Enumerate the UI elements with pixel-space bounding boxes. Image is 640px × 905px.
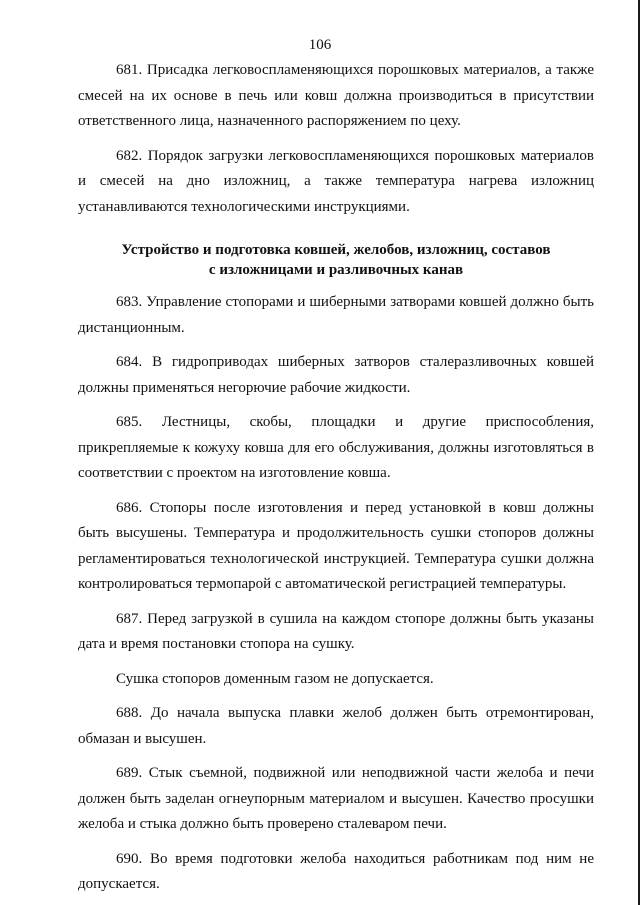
- paragraph-689: 689. Стык съемной, подвижной или неподвижной части желоба и печи должен быть заделан огнеупорным материалом и высушен. Качество просушки желоба и стыка должно быть проверено сталеваром печи.: [78, 765, 594, 832]
- section-heading: [78, 240, 594, 280]
- page-content: [78, 58, 594, 898]
- paragraph-690: 690. Во время подготовки желоба находиться работникам под ним не допускается.: [78, 850, 594, 892]
- paragraph-688: 688. До начала выпуска плавки желоб должен быть отремонтирован, обмазан и высушен.: [78, 705, 594, 747]
- paragraph-681: 681. Присадка легковоспламеняющихся порошковых материалов, а также смесей на их основе в печь или ковш должна производиться в присутствии ответственного лица, назначенного распоряжением по цеху.: [78, 62, 594, 129]
- paragraph-687: 687. Перед загрузкой в сушила на каждом стопоре должны быть указаны дата и время постановки стопора на сушку.: [78, 610, 594, 652]
- paragraph-685: 685. Лестницы, скобы, площадки и другие приспособления, прикрепляемые к кожуху ковша для его обслуживания, должны изготовляться в соответствии с проектом на изготовление ковша.: [78, 414, 594, 481]
- paragraph-684: 684. В гидроприводах шиберных затворов сталеразливочных ковшей должны применяться негорючие рабочие жидкости.: [78, 354, 594, 396]
- paragraph-686: 686. Стопоры после изготовления и перед установкой в ковш должны быть высушены. Температура и продолжительность сушки стопоров должны регламентироваться технологической инструкцией. Температура сушки должна контролироваться термопарой с автоматической регистрацией температуры.: [78, 499, 594, 592]
- page-number: 106: [308, 37, 332, 53]
- section-heading-line-2: с изложницами и разливочных канав: [208, 262, 464, 278]
- section-heading-line-1: Устройство и подготовка ковшей, желобов, изложниц, составов: [121, 242, 551, 258]
- paragraph-682: 682. Порядок загрузки легковоспламеняющихся порошковых материалов и смесей на дно изложниц, а также температура нагрева изложниц устанавливаются технологическими инструкциями.: [78, 147, 594, 215]
- paragraph-683: 683. Управление стопорами и шиберными затворами ковшей должно быть дистанционным.: [78, 294, 594, 336]
- paragraph-687-note: Сушка стопоров доменным газом не допускается.: [116, 670, 434, 687]
